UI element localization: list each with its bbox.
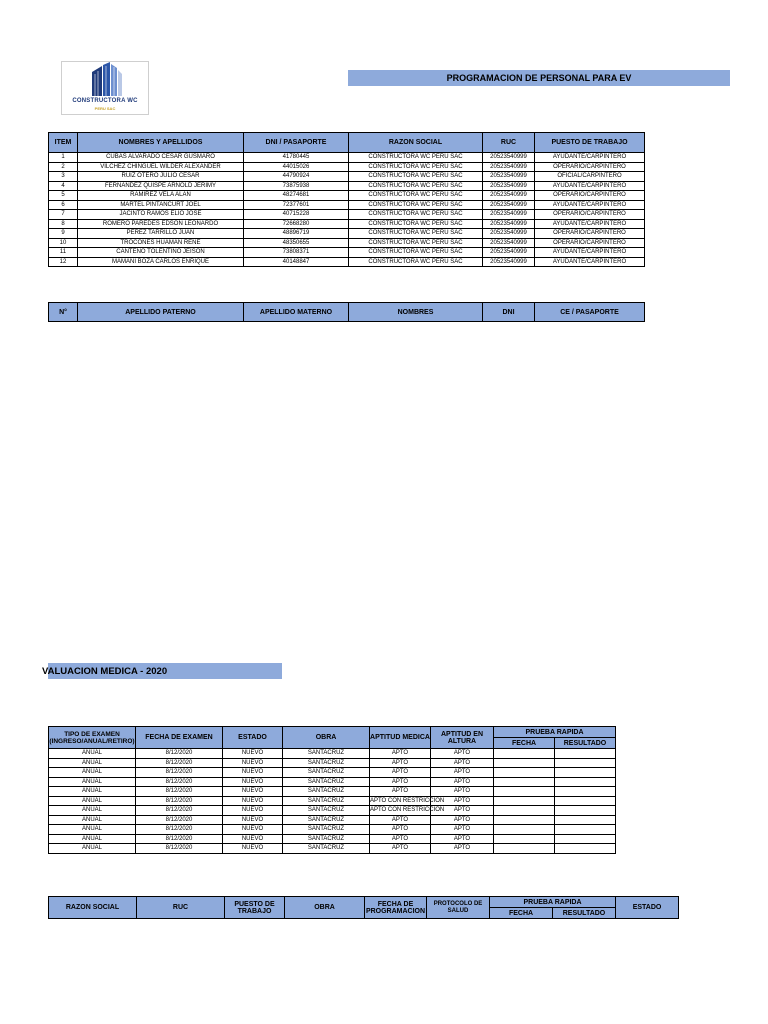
cell: CONSTRUCTORA WC PERU SAC (349, 172, 483, 182)
col-header-ce-pasaporte: CE / PASAPORTE (535, 303, 645, 322)
col-header-fecha-programacion: FECHA DE PROGRAMACION (365, 897, 427, 919)
cell: ANUAL (49, 825, 136, 835)
col-header-apellido-materno: APELLIDO MATERNO (244, 303, 349, 322)
cell: NUEVO (223, 834, 283, 844)
cell: 8/12/2020 (136, 758, 223, 768)
cell: CONSTRUCTORA WC PERU SAC (349, 191, 483, 201)
table-row (49, 815, 616, 825)
cell: ROMERO PAREDES EDSON LEONARDO (78, 219, 244, 229)
programming-table (48, 896, 679, 919)
cell: CONSTRUCTORA WC PERU SAC (349, 162, 483, 172)
cell (494, 834, 555, 844)
cell: SANTACRUZ (283, 768, 370, 778)
table-row (49, 238, 645, 248)
col-header-aptitud-altura: APTITUD EN ALTURA (431, 727, 494, 749)
cell: RUIZ OTERO JULIO CESAR (78, 172, 244, 182)
table-row (49, 758, 616, 768)
table-header-row (49, 897, 679, 908)
cell (555, 777, 616, 787)
cell: 20523540999 (483, 229, 535, 239)
table-row (49, 229, 645, 239)
cell: 48350655 (244, 238, 349, 248)
cell: ANUAL (49, 796, 136, 806)
table-row (49, 181, 645, 191)
cell: APTO (370, 787, 431, 797)
cell: 8/12/2020 (136, 844, 223, 854)
table-row (49, 200, 645, 210)
cell: 8/12/2020 (136, 749, 223, 759)
cell: JACINTO RAMOS ELIO JOSE (78, 210, 244, 220)
cell: 4 (49, 181, 78, 191)
cell: TROCONES HUAMAN RENE (78, 238, 244, 248)
logo-name: CONSTRUCTORA WC (72, 98, 138, 104)
col-header-fecha-examen: FECHA DE EXAMEN (136, 727, 223, 749)
col-header-nombres: NOMBRES (349, 303, 483, 322)
cell: 20523540999 (483, 248, 535, 258)
col-header-obra: OBRA (283, 727, 370, 749)
cell: CONSTRUCTORA WC PERU SAC (349, 210, 483, 220)
personnel-table (48, 132, 645, 267)
col-header-razon-social: RAZON SOCIAL (349, 133, 483, 153)
cell: NUEVO (223, 749, 283, 759)
cell: NUEVO (223, 758, 283, 768)
cell: SANTACRUZ (283, 844, 370, 854)
cell: CONSTRUCTORA WC PERU SAC (349, 219, 483, 229)
cell: AYUDANTE/CARPINTERO (535, 200, 645, 210)
col-header-nombres: NOMBRES Y APELLIDOS (78, 133, 244, 153)
cell: CONSTRUCTORA WC PERU SAC (349, 257, 483, 267)
cell: 48274681 (244, 191, 349, 201)
cell: 8/12/2020 (136, 806, 223, 816)
cell: APTO (431, 749, 494, 759)
cell (494, 758, 555, 768)
cell: APTO (370, 815, 431, 825)
cell: CANTENO TOLENTINO JEISON (78, 248, 244, 258)
cell: NUEVO (223, 844, 283, 854)
cell: 3 (49, 172, 78, 182)
cell: NUEVO (223, 787, 283, 797)
page-title-text: PROGRAMACION DE PERSONAL PARA EV (446, 73, 632, 83)
cell: 8/12/2020 (136, 834, 223, 844)
table-row (49, 787, 616, 797)
cell (494, 806, 555, 816)
col-header-estado: ESTADO (616, 897, 679, 919)
cell: CUBAS ALVARADO CESAR GUSMARO (78, 153, 244, 163)
cell: 48896719 (244, 229, 349, 239)
cell (494, 777, 555, 787)
col-header-prueba-rapida: PRUEBA RAPIDA (494, 727, 616, 738)
medical-table (48, 726, 616, 854)
cell: MAMANI BOZA CARLOS ENRIQUE (78, 257, 244, 267)
cell (494, 768, 555, 778)
cell: NUEVO (223, 806, 283, 816)
cell: 44015026 (244, 162, 349, 172)
cell: APTO (431, 825, 494, 835)
cell: SANTACRUZ (283, 815, 370, 825)
cell: APTO CON RESTRICCION (370, 807, 445, 814)
cell: 8/12/2020 (136, 825, 223, 835)
cell: NUEVO (223, 768, 283, 778)
cell: OPERARIO/CARPINTERO (535, 162, 645, 172)
cell: OPERARIO/CARPINTERO (535, 229, 645, 239)
cell: 40715228 (244, 210, 349, 220)
cell: AYUDANTE/CARPINTERO (535, 257, 645, 267)
company-logo (61, 61, 149, 115)
cell: 73875938 (244, 181, 349, 191)
table-row (49, 768, 616, 778)
col-header-prueba-fecha: FECHA (494, 738, 555, 749)
cell: FERNANDEZ QUISPE ARNOLD JERIMY (78, 181, 244, 191)
cell: ANUAL (49, 834, 136, 844)
cell: AYUDANTE/CARPINTERO (535, 248, 645, 258)
cell: OPERARIO/CARPINTERO (535, 238, 645, 248)
cell: 11 (49, 248, 78, 258)
cell: OFICIAL/CARPINTERO (535, 172, 645, 182)
table-row (49, 796, 616, 806)
table-row (49, 172, 645, 182)
logo-subtitle: PERU SAC (94, 106, 116, 111)
cell: 20523540999 (483, 162, 535, 172)
cell (494, 844, 555, 854)
cell: 6 (49, 200, 78, 210)
cell: NUEVO (223, 825, 283, 835)
cell: AYUDANTE/CARPINTERO (535, 181, 645, 191)
cell: RAMIREZ VELA ALAN (78, 191, 244, 201)
cell: AYUDANTE/CARPINTERO (535, 153, 645, 163)
col-header-ruc: RUC (137, 897, 225, 919)
cell: APTO (431, 834, 494, 844)
cell: MARTEL PINTANCURT JOEL (78, 200, 244, 210)
table-header-row (49, 133, 645, 153)
cell: 20523540999 (483, 153, 535, 163)
table-row (49, 825, 616, 835)
cell: CONSTRUCTORA WC PERU SAC (349, 200, 483, 210)
cell: 20523540999 (483, 238, 535, 248)
table-row (49, 257, 645, 267)
cell (555, 796, 616, 806)
cell (555, 825, 616, 835)
col-header-dni: DNI (483, 303, 535, 322)
cell (494, 825, 555, 835)
cell: APTO (431, 844, 494, 854)
identity-table (48, 302, 645, 322)
cell: APTO (370, 768, 431, 778)
cell: 20523540999 (483, 210, 535, 220)
page-title (348, 70, 730, 86)
cell: APTO (370, 825, 431, 835)
cell: ANUAL (49, 844, 136, 854)
col-header-estado: ESTADO (223, 727, 283, 749)
cell (555, 787, 616, 797)
section-banner-text: VALUACION MEDICA - 2020 (42, 665, 168, 677)
cell (494, 749, 555, 759)
cell: ANUAL (49, 787, 136, 797)
building-logo-icon (62, 62, 148, 96)
table-row (49, 844, 616, 854)
cell: 8/12/2020 (136, 815, 223, 825)
cell: 20523540999 (483, 191, 535, 201)
cell: 10 (49, 238, 78, 248)
cell: 20523540999 (483, 181, 535, 191)
cell: 40148847 (244, 257, 349, 267)
cell: APTO (431, 768, 494, 778)
table-header-row (49, 727, 616, 738)
cell: CONSTRUCTORA WC PERU SAC (349, 153, 483, 163)
table-row (49, 162, 645, 172)
cell: 5 (49, 191, 78, 201)
cell: 8/12/2020 (136, 768, 223, 778)
cell: ANUAL (49, 815, 136, 825)
table-row (49, 806, 616, 816)
cell: 20523540999 (483, 172, 535, 182)
col-header-item: ITEM (49, 133, 78, 153)
cell: 12 (49, 257, 78, 267)
cell (555, 749, 616, 759)
cell: CONSTRUCTORA WC PERU SAC (349, 181, 483, 191)
cell: SANTACRUZ (283, 834, 370, 844)
table-row (49, 210, 645, 220)
table-row (49, 777, 616, 787)
cell: CONSTRUCTORA WC PERU SAC (349, 229, 483, 239)
cell: 41780445 (244, 153, 349, 163)
cell: 2 (49, 162, 78, 172)
cell: OPERARIO/CARPINTERO (535, 191, 645, 201)
cell: AYUDANTE/CARPINTERO (535, 219, 645, 229)
cell (555, 758, 616, 768)
table-row (49, 191, 645, 201)
table-header-row (49, 303, 645, 322)
cell: CONSTRUCTORA WC PERU SAC (349, 238, 483, 248)
cell: SANTACRUZ (283, 806, 370, 816)
cell: APTO (370, 844, 431, 854)
cell: SANTACRUZ (283, 787, 370, 797)
col-header-razon-social: RAZON SOCIAL (49, 897, 137, 919)
table-row (49, 834, 616, 844)
cell: SANTACRUZ (283, 777, 370, 787)
cell: 20523540999 (483, 219, 535, 229)
cell: SANTACRUZ (283, 796, 370, 806)
table-row (49, 153, 645, 163)
cell: APTO (370, 834, 431, 844)
cell: 8 (49, 219, 78, 229)
cell (555, 834, 616, 844)
cell: ANUAL (49, 768, 136, 778)
cell: ANUAL (49, 806, 136, 816)
cell: APTO (431, 806, 494, 816)
cell (555, 768, 616, 778)
col-header-tipo-examen: TIPO DE EXAMEN (INGRESO/ANUAL/RETIRO) (49, 727, 136, 749)
cell: PEREZ TARRILLO JUAN (78, 229, 244, 239)
cell: ANUAL (49, 777, 136, 787)
col-header-apellido-paterno: APELLIDO PATERNO (78, 303, 244, 322)
medical-table-body (49, 749, 616, 854)
col-header-puesto: PUESTO DE TRABAJO (225, 897, 285, 919)
cell: APTO (431, 796, 494, 806)
cell: 72668280 (244, 219, 349, 229)
cell: 73808371 (244, 248, 349, 258)
cell: APTO (370, 777, 431, 787)
col-header-dni: DNI / PASAPORTE (244, 133, 349, 153)
cell: 44790924 (244, 172, 349, 182)
cell: ANUAL (49, 749, 136, 759)
cell (494, 815, 555, 825)
cell: APTO (370, 758, 431, 768)
cell (494, 796, 555, 806)
col-header-aptitud-medica: APTITUD MEDICA (370, 727, 431, 749)
col-header-prueba-rapida: PRUEBA RAPIDA (490, 897, 616, 908)
cell: 20523540999 (483, 257, 535, 267)
cell: SANTACRUZ (283, 758, 370, 768)
cell (555, 844, 616, 854)
cell: SANTACRUZ (283, 825, 370, 835)
col-header-puesto: PUESTO DE TRABAJO (535, 133, 645, 153)
cell: 1 (49, 153, 78, 163)
cell (555, 815, 616, 825)
cell: APTO CON RESTRICCION (370, 797, 445, 804)
table-row (49, 248, 645, 258)
cell: 20523540999 (483, 200, 535, 210)
cell: APTO (431, 787, 494, 797)
col-header-prueba-resultado: RESULTADO (553, 908, 616, 919)
cell: APTO (431, 758, 494, 768)
cell: 72377601 (244, 200, 349, 210)
cell (494, 787, 555, 797)
cell: 8/12/2020 (136, 796, 223, 806)
cell: 8/12/2020 (136, 777, 223, 787)
table-row (49, 749, 616, 759)
cell: APTO (370, 749, 431, 759)
cell: 8/12/2020 (136, 787, 223, 797)
cell: OPERARIO/CARPINTERO (535, 210, 645, 220)
cell (555, 806, 616, 816)
cell: CONSTRUCTORA WC PERU SAC (349, 248, 483, 258)
col-header-ruc: RUC (483, 133, 535, 153)
cell: APTO (431, 815, 494, 825)
col-header-obra: OBRA (285, 897, 365, 919)
col-header-prueba-resultado: RESULTADO (555, 738, 616, 749)
cell: VILCHEZ CHINGUEL WILDER ALEXANDER (78, 162, 244, 172)
cell: 9 (49, 229, 78, 239)
section-banner (42, 663, 282, 679)
col-header-prueba-fecha: FECHA (490, 908, 553, 919)
cell: NUEVO (223, 815, 283, 825)
table-row (49, 219, 645, 229)
col-header-numero: N° (49, 303, 78, 322)
cell: NUEVO (223, 796, 283, 806)
col-header-protocolo: PROTOCOLO DE SALUD (427, 897, 490, 919)
cell: NUEVO (223, 777, 283, 787)
cell: APTO (431, 777, 494, 787)
cell: 7 (49, 210, 78, 220)
cell: ANUAL (49, 758, 136, 768)
cell: SANTACRUZ (283, 749, 370, 759)
